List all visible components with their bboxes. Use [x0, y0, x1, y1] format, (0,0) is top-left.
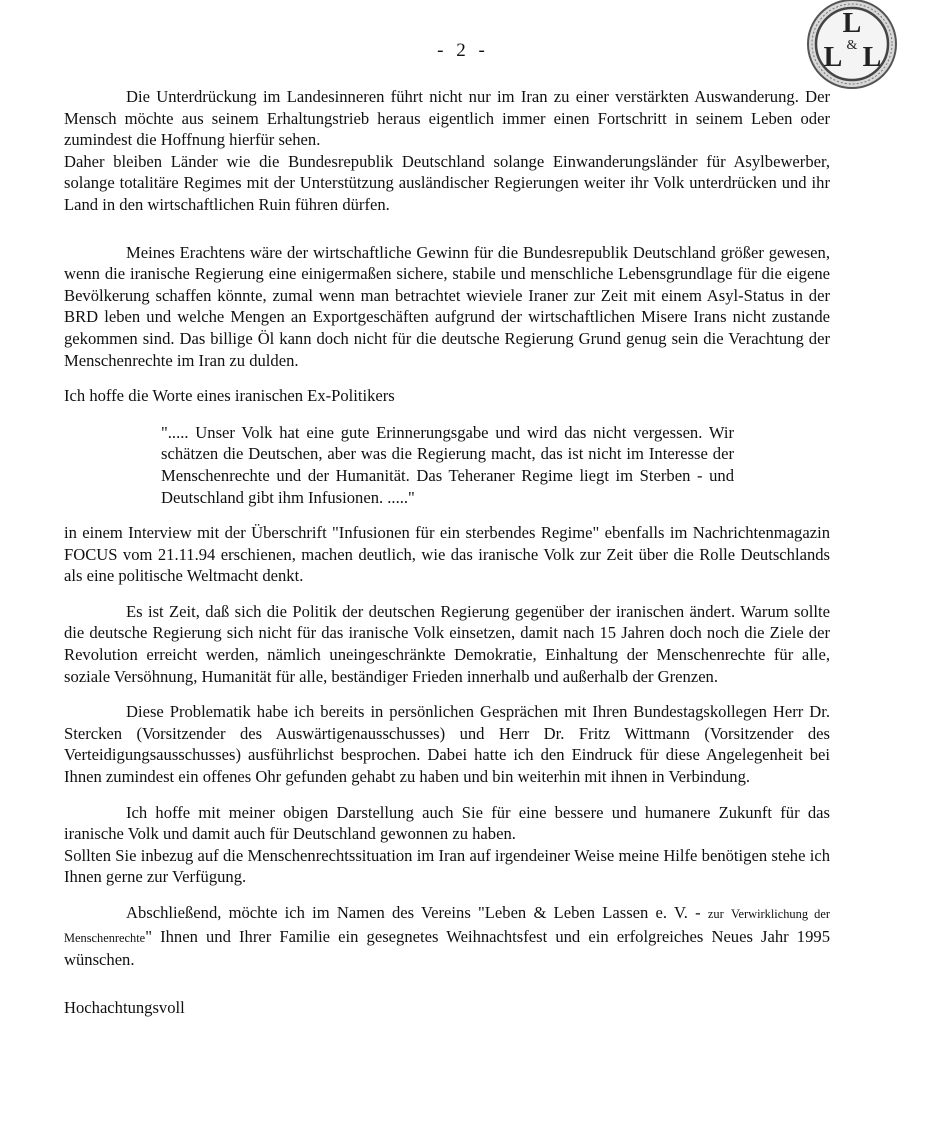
- paragraph-10-part-b: " Ihnen und Ihrer Familie ein gesegnetes Weihnachtsfest und ein erfolgreiches Neues Jahr 1995 wünschen.: [64, 926, 830, 970]
- seal-logo-icon: [800, 0, 900, 96]
- paragraph-1: Die Unterdrückung im Landesinneren führt nicht nur im Iran zu einer verstärkten Auswanderung. Der Mensch möchte aus seinem Erhaltungstrieb heraus eigentlich immer einen Fortschritt in seinem Leben oder zumindest die Hoffnung hierfür sehen.: [64, 87, 830, 150]
- closing-salutation: Hochachtungsvoll: [64, 997, 185, 1017]
- letter-body: [64, 86, 830, 1018]
- page-number: - 2 -: [437, 40, 489, 61]
- paragraph-7: Diese Problematik habe ich bereits in persönlichen Gesprächen mit Ihren Bundestagskollegen Herr Dr. Stercken (Vorsitzender des Auswärtigenausschusses) und Herr Dr. Fritz Wittmann (Vorsitzender des Verteidigungsausschusses) ausführlichst besprochen. Dabei hatte ich den Eindruck für diese Angelegenheit bei Ihnen zumindest ein offenes Ohr gefunden gehabt zu haben und bin weiterhin mit ihnen in Verbindung.: [64, 702, 830, 787]
- logo-letter-top: L: [842, 8, 862, 39]
- paragraph-6: Es ist Zeit, daß sich die Politik der deutschen Regierung gegenüber der iranischen ändert. Warum sollte die deutsche Regierung sich nicht für das iranische Volk einsetzen, damit nach 15 Jahren doch noch die Ziele der Revolution erreicht werden, nämlich uneingeschränkte Demokratie, Einhaltung der Menschenrechte für alle, soziale Versöhnung, Humanität für alle, beständiger Frieden innerhalb und außerhalb der Grenzen.: [64, 601, 830, 686]
- paragraph-10-part-a: Abschließend, möchte ich im Namen des Vereins "Leben & Leben Lassen e. V. -: [126, 903, 708, 922]
- paragraph-5: in einem Interview mit der Überschrift "Infusionen für ein sterbendes Regime" ebenfalls im Nachrichtenmagazin FOCUS vom 21.11.94 erschienen, machen deutlich, wie das iranische Volk zur Zeit über die Rolle Deutschlands als eine politische Weltmacht denkt.: [64, 523, 830, 586]
- paragraph-4: Ich hoffe die Worte eines iranischen Ex-Politikers: [64, 386, 395, 406]
- logo-letter-right: L: [862, 42, 882, 73]
- logo-letter-left: L: [823, 42, 843, 73]
- paragraph-3: Meines Erachtens wäre der wirtschaftliche Gewinn für die Bundesrepublik Deutschland größer gewesen, wenn die iranische Regierung eine einigermaßen sichere, stabile und menschliche Lebensgrundlage für die eigene Bevölkerung schaffen könnte, zumal wenn man betrachtet wieviele Iraner zur Zeit mit einem Asyl-Status in der BRD leben und welche Mengen an Exportgeschäften aufgrund der wirtschaftlichen Misere Irans nicht zustande gekommen sind. Das billige Öl kann doch nicht für die deutsche Regierung Grund genug sein die Verachtung der Menschenrechte im Iran zu dulden.: [64, 242, 830, 370]
- paragraph-9: Sollten Sie inbezug auf die Menschenrechtssituation im Iran auf irgendeiner Weise meine Hilfe benötigen stehe ich Ihnen gerne zur Verfügung.: [64, 845, 830, 887]
- paragraph-8: Ich hoffe mit meiner obigen Darstellung auch Sie für eine bessere und humanere Zukunft für das iranische Volk und damit auch für Deutschland gewonnen zu haben.: [64, 802, 830, 844]
- paragraph-10: [64, 902, 830, 971]
- logo-ampersand: &: [846, 38, 858, 53]
- paragraph-10-small-1: zur: [707, 907, 724, 921]
- paragraph-10-small-2: Verwirklichung der Menschenrechte: [64, 907, 830, 945]
- paragraph-2: Daher bleiben Länder wie die Bundesrepublik Deutschland solange Einwanderungsländer für Asylbewerber, solange totalitäre Regimes mit der Unterstützung ausländischer Regierungen weiter ihr Volk unterdrücken und ihr Land in den wirtschaftlichen Ruin führen dürfen.: [64, 151, 830, 214]
- quote-block: "..... Unser Volk hat eine gute Erinnerungsgabe und wird das nicht vergessen. Wir schätzen die Deutschen, aber was die Regierung macht, das ist nicht im Interesse der Menschenrechte und der Humanität. Das Teheraner Regime liegt im Sterben - und Deutschland gibt ihm Infusionen. .....": [161, 422, 734, 507]
